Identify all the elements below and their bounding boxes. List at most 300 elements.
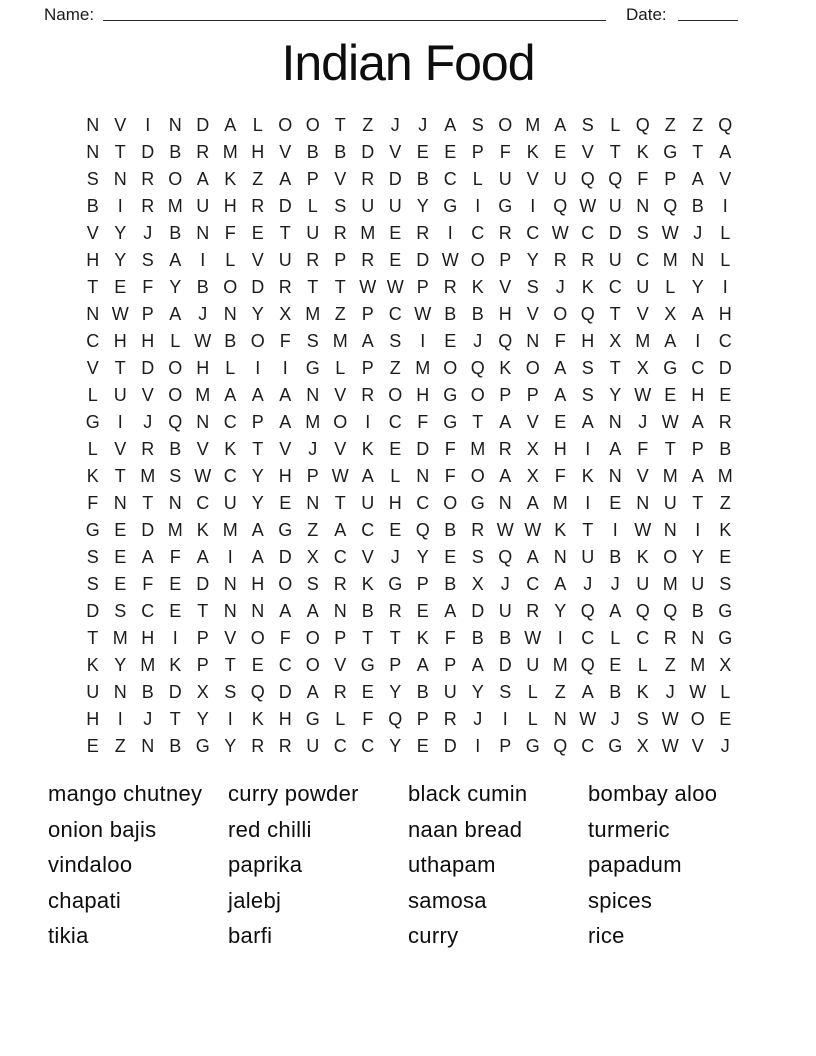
grid-letter: Z: [664, 655, 676, 675]
word-item: barfi: [228, 923, 273, 948]
grid-letter: K: [636, 547, 649, 567]
grid-letter: O: [250, 331, 265, 351]
grid-letter: O: [663, 547, 678, 567]
grid-letter: X: [279, 304, 292, 324]
grid-letter: X: [609, 331, 622, 351]
grid-letter: C: [526, 223, 540, 243]
grid-letter: V: [691, 736, 704, 756]
grid-letter: W: [661, 736, 679, 756]
grid-letter: N: [86, 142, 100, 162]
grid-letter: N: [86, 115, 100, 135]
grid-letter: S: [86, 574, 99, 594]
grid-letter: H: [113, 331, 127, 351]
grid-letter: V: [526, 304, 539, 324]
grid-letter: Q: [663, 196, 678, 216]
grid-letter: Y: [114, 655, 127, 675]
grid-letter: I: [255, 358, 261, 378]
grid-letter: V: [719, 169, 732, 189]
word-item: chapati: [48, 887, 122, 913]
grid-letter: U: [636, 574, 650, 594]
grid-letter: G: [718, 601, 733, 621]
grid-letter: L: [307, 196, 318, 216]
grid-letter: I: [117, 412, 123, 432]
grid-letter: J: [473, 331, 483, 351]
grid-letter: N: [498, 493, 512, 513]
grid-letter: E: [609, 493, 622, 513]
grid-letter: A: [224, 115, 237, 135]
grid-letter: V: [581, 142, 594, 162]
grid-letter: I: [502, 709, 508, 729]
grid-letter: E: [554, 142, 567, 162]
grid-letter: A: [306, 601, 319, 621]
grid-letter: U: [498, 601, 512, 621]
grid-letter: L: [390, 466, 401, 486]
grid-letter: I: [227, 547, 233, 567]
grid-letter: K: [499, 358, 512, 378]
grid-letter: V: [251, 250, 264, 270]
grid-letter: V: [636, 466, 649, 486]
grid-letter: H: [691, 385, 705, 405]
grid-letter: R: [251, 196, 265, 216]
grid-letter: I: [722, 277, 728, 297]
word-item: vindaloo: [48, 852, 133, 877]
grid-letter: L: [610, 115, 621, 135]
grid-letter: V: [526, 169, 539, 189]
grid-letter: K: [636, 682, 649, 702]
grid-letter: G: [305, 358, 320, 378]
grid-letter: T: [114, 466, 126, 486]
grid-letter: V: [196, 439, 209, 459]
grid-letter: I: [695, 520, 701, 540]
grid-letter: V: [334, 439, 347, 459]
grid-row: [79, 490, 739, 517]
grid-letter: B: [306, 142, 319, 162]
grid-letter: H: [223, 196, 237, 216]
grid-letter: W: [359, 277, 377, 297]
grid-letter: P: [361, 358, 374, 378]
grid-letter: M: [690, 655, 706, 675]
grid-letter: M: [552, 493, 568, 513]
grid-letter: C: [718, 331, 732, 351]
grid-letter: N: [553, 547, 567, 567]
grid-letter: B: [169, 223, 182, 243]
grid-letter: B: [609, 682, 622, 702]
grid-letter: B: [416, 169, 429, 189]
grid-letter: M: [112, 628, 128, 648]
grid-letter: X: [636, 736, 649, 756]
grid-letter: A: [279, 412, 292, 432]
grid-letter: U: [278, 250, 292, 270]
grid-letter: C: [691, 358, 705, 378]
grid-letter: E: [389, 250, 402, 270]
grid-letter: R: [526, 601, 540, 621]
grid-letter: M: [635, 331, 651, 351]
grid-letter: L: [225, 358, 236, 378]
grid-letter: V: [141, 385, 154, 405]
word-item: papadum: [588, 852, 682, 877]
grid-letter: U: [608, 250, 622, 270]
grid-letter: P: [334, 628, 347, 648]
grid-letter: I: [145, 115, 151, 135]
grid-letter: U: [443, 682, 457, 702]
grid-letter: O: [168, 385, 183, 405]
grid-letter: S: [581, 358, 594, 378]
grid-letter: V: [86, 358, 99, 378]
grid-letter: A: [664, 331, 677, 351]
grid-letter: S: [141, 250, 154, 270]
grid-letter: T: [87, 628, 99, 648]
grid-letter: G: [195, 736, 210, 756]
word-item: spices: [588, 887, 653, 913]
grid-letter: E: [389, 520, 402, 540]
word-item: rice: [588, 923, 625, 948]
grid-letter: M: [167, 196, 183, 216]
grid-letter: F: [142, 574, 154, 594]
grid-letter: Y: [691, 277, 704, 297]
grid-letter: V: [526, 412, 539, 432]
word-item: black cumin: [408, 781, 528, 806]
grid-letter: D: [471, 601, 485, 621]
grid-letter: J: [473, 709, 483, 729]
grid-letter: X: [306, 547, 319, 567]
grid-letter: R: [581, 250, 595, 270]
grid-letter: A: [609, 601, 622, 621]
grid-letter: K: [581, 466, 594, 486]
grid-letter: L: [720, 682, 731, 702]
grid-letter: V: [279, 142, 292, 162]
grid-letter: Q: [168, 412, 183, 432]
grid-letter: J: [583, 574, 593, 594]
grid-letter: A: [499, 412, 512, 432]
grid-letter: D: [416, 250, 430, 270]
grid-letter: Q: [580, 169, 595, 189]
date-blank-line: [678, 2, 738, 21]
grid-letter: P: [499, 385, 512, 405]
grid-letter: K: [169, 655, 182, 675]
grid-letter: L: [252, 115, 263, 135]
grid-letter: L: [720, 250, 731, 270]
grid-letter: K: [86, 655, 99, 675]
grid-letter: U: [663, 493, 677, 513]
grid-letter: O: [278, 115, 293, 135]
grid-letter: G: [718, 628, 733, 648]
grid-letter: T: [334, 277, 346, 297]
grid-letter: N: [608, 466, 622, 486]
grid-letter: U: [86, 682, 100, 702]
grid-letter: M: [332, 331, 348, 351]
grid-letter: E: [444, 547, 457, 567]
grid-letter: R: [471, 520, 485, 540]
grid-letter: L: [225, 250, 236, 270]
grid-letter: J: [665, 682, 675, 702]
grid-letter: X: [196, 682, 209, 702]
grid-letter: Z: [692, 115, 704, 135]
grid-letter: A: [141, 547, 154, 567]
grid-letter: R: [333, 682, 347, 702]
grid-letter: A: [361, 331, 374, 351]
grid-row: [79, 193, 739, 220]
word-list-column: [228, 776, 408, 954]
grid-letter: Z: [389, 358, 401, 378]
grid-letter: B: [444, 520, 457, 540]
grid-letter: N: [416, 466, 430, 486]
grid-letter: W: [661, 709, 679, 729]
grid-letter: L: [720, 223, 731, 243]
grid-letter: M: [525, 115, 541, 135]
grid-letter: G: [663, 358, 678, 378]
grid-letter: D: [388, 169, 402, 189]
grid-letter: K: [471, 277, 484, 297]
grid-letter: A: [361, 466, 374, 486]
grid-letter: W: [111, 304, 129, 324]
grid-letter: T: [389, 628, 401, 648]
grid-letter: H: [498, 304, 512, 324]
grid-letter: T: [87, 277, 99, 297]
grid-letter: V: [334, 169, 347, 189]
grid-letter: W: [441, 250, 459, 270]
grid-letter: C: [608, 277, 622, 297]
grid-letter: Z: [252, 169, 264, 189]
grid-letter: S: [389, 331, 402, 351]
grid-letter: Q: [415, 520, 430, 540]
grid-letter: W: [634, 385, 652, 405]
grid-letter: D: [416, 439, 430, 459]
grid-row: [79, 220, 739, 247]
grid-letter: B: [169, 439, 182, 459]
grid-letter: Q: [663, 601, 678, 621]
grid-letter: A: [169, 250, 182, 270]
grid-letter: F: [554, 331, 566, 351]
grid-letter: N: [691, 250, 705, 270]
grid-letter: V: [224, 628, 237, 648]
grid-letter: J: [720, 736, 730, 756]
grid-letter: A: [251, 547, 264, 567]
grid-letter: E: [251, 223, 264, 243]
grid-letter: P: [389, 655, 402, 675]
grid-letter: B: [609, 547, 622, 567]
word-item: uthapam: [408, 852, 496, 877]
grid-letter: R: [498, 223, 512, 243]
grid-letter: D: [141, 142, 155, 162]
grid-letter: P: [499, 736, 512, 756]
grid-letter: A: [526, 547, 539, 567]
grid-letter: Y: [416, 196, 429, 216]
grid-letter: Y: [471, 682, 484, 702]
grid-letter: F: [142, 277, 154, 297]
grid-letter: T: [664, 439, 676, 459]
grid-letter: R: [443, 277, 457, 297]
grid-letter: L: [472, 169, 483, 189]
grid-letter: A: [279, 385, 292, 405]
grid-letter: N: [636, 493, 650, 513]
grid-letter: U: [581, 547, 595, 567]
grid-letter: H: [251, 142, 265, 162]
grid-letter: W: [661, 223, 679, 243]
grid-letter: A: [554, 385, 567, 405]
grid-letter: C: [223, 412, 237, 432]
date-label: Date:: [626, 5, 667, 24]
grid-letter: N: [223, 574, 237, 594]
grid-letter: J: [143, 412, 153, 432]
grid-letter: I: [475, 196, 481, 216]
grid-row: [79, 112, 739, 139]
grid-letter: K: [361, 574, 374, 594]
grid-letter: K: [86, 466, 99, 486]
grid-letter: Y: [251, 304, 264, 324]
grid-letter: C: [581, 628, 595, 648]
grid-letter: Y: [114, 223, 127, 243]
grid-letter: A: [609, 439, 622, 459]
grid-row: [79, 139, 739, 166]
grid-letter: S: [719, 574, 732, 594]
grid-row: [79, 382, 739, 409]
grid-letter: O: [388, 385, 403, 405]
grid-letter: S: [306, 331, 319, 351]
grid-letter: E: [114, 277, 127, 297]
grid-letter: G: [443, 412, 458, 432]
grid-letter: N: [113, 682, 127, 702]
grid-letter: T: [279, 223, 291, 243]
grid-letter: G: [443, 196, 458, 216]
grid-letter: S: [499, 682, 512, 702]
grid-letter: W: [579, 196, 597, 216]
grid-letter: Y: [389, 736, 402, 756]
grid-letter: J: [693, 223, 703, 243]
grid-letter: C: [388, 304, 402, 324]
grid-letter: F: [169, 547, 181, 567]
grid-row: [79, 679, 739, 706]
grid-letter: V: [334, 655, 347, 675]
grid-letter: Y: [416, 547, 429, 567]
grid-letter: F: [224, 223, 236, 243]
grid-row: [79, 463, 739, 490]
grid-letter: E: [416, 736, 429, 756]
grid-letter: L: [527, 709, 538, 729]
grid-letter: L: [335, 709, 346, 729]
grid-letter: F: [444, 628, 456, 648]
grid-letter: O: [168, 169, 183, 189]
grid-letter: B: [499, 628, 512, 648]
grid-letter: X: [664, 304, 677, 324]
grid-letter: W: [524, 520, 542, 540]
grid-letter: Z: [554, 682, 566, 702]
grid-letter: W: [194, 466, 212, 486]
grid-letter: I: [227, 709, 233, 729]
grid-letter: A: [499, 466, 512, 486]
grid-letter: Q: [635, 115, 650, 135]
grid-letter: E: [664, 385, 677, 405]
grid-letter: U: [608, 196, 622, 216]
grid-letter: I: [200, 250, 206, 270]
grid-letter: M: [662, 250, 678, 270]
grid-letter: Q: [718, 115, 733, 135]
grid-letter: T: [609, 358, 621, 378]
grid-letter: P: [444, 655, 457, 675]
grid-letter: U: [306, 736, 320, 756]
grid-letter: C: [361, 520, 375, 540]
grid-letter: Q: [580, 304, 595, 324]
grid-letter: R: [333, 574, 347, 594]
grid-letter: Y: [169, 277, 182, 297]
grid-letter: L: [665, 277, 676, 297]
grid-letter: T: [472, 412, 484, 432]
grid-letter: L: [87, 385, 98, 405]
grid-letter: S: [636, 223, 649, 243]
grid-letter: O: [305, 655, 320, 675]
grid-letter: O: [443, 493, 458, 513]
grid-letter: S: [581, 385, 594, 405]
grid-letter: I: [117, 196, 123, 216]
grid-letter: S: [169, 466, 182, 486]
grid-letter: D: [278, 682, 292, 702]
grid-letter: E: [169, 601, 182, 621]
grid-letter: W: [331, 466, 349, 486]
grid-letter: S: [334, 196, 347, 216]
grid-letter: Y: [251, 466, 264, 486]
grid-letter: E: [169, 574, 182, 594]
grid-letter: B: [691, 601, 704, 621]
grid-letter: W: [661, 412, 679, 432]
grid-letter: C: [333, 547, 347, 567]
grid-letter: P: [664, 169, 677, 189]
grid-letter: S: [526, 277, 539, 297]
grid-letter: I: [420, 331, 426, 351]
grid-letter: R: [278, 736, 292, 756]
grid-letter: G: [663, 142, 678, 162]
grid-letter: P: [141, 304, 154, 324]
grid-letter: T: [142, 493, 154, 513]
grid-letter: C: [443, 169, 457, 189]
word-item: curry powder: [228, 781, 359, 806]
grid-letter: Q: [498, 331, 513, 351]
grid-letter: P: [526, 385, 539, 405]
grid-letter: R: [498, 439, 512, 459]
grid-letter: A: [444, 115, 457, 135]
grid-letter: E: [444, 142, 457, 162]
grid-letter: W: [579, 709, 597, 729]
grid-letter: T: [609, 142, 621, 162]
grid-row: [79, 706, 739, 733]
grid-letter: F: [554, 466, 566, 486]
grid-letter: H: [278, 466, 292, 486]
grid-letter: U: [306, 223, 320, 243]
grid-letter: D: [278, 196, 292, 216]
grid-letter: J: [418, 115, 428, 135]
grid-letter: P: [416, 574, 429, 594]
grid-letter: N: [196, 223, 210, 243]
grid-letter: A: [251, 385, 264, 405]
name-blank-line: [103, 2, 606, 21]
grid-letter: R: [141, 169, 155, 189]
grid-letter: A: [526, 493, 539, 513]
grid-letter: M: [470, 439, 486, 459]
grid-letter: R: [361, 250, 375, 270]
grid-letter: S: [471, 547, 484, 567]
grid-letter: A: [554, 115, 567, 135]
grid-row: [79, 328, 739, 355]
grid-letter: B: [141, 682, 154, 702]
grid-letter: B: [224, 331, 237, 351]
grid-letter: R: [416, 223, 430, 243]
grid-letter: J: [308, 439, 318, 459]
grid-letter: Q: [635, 601, 650, 621]
grid-letter: O: [690, 709, 705, 729]
grid-letter: F: [444, 439, 456, 459]
grid-letter: R: [718, 412, 732, 432]
grid-letter: N: [663, 520, 677, 540]
grid-letter: J: [610, 574, 620, 594]
grid-letter: M: [662, 466, 678, 486]
